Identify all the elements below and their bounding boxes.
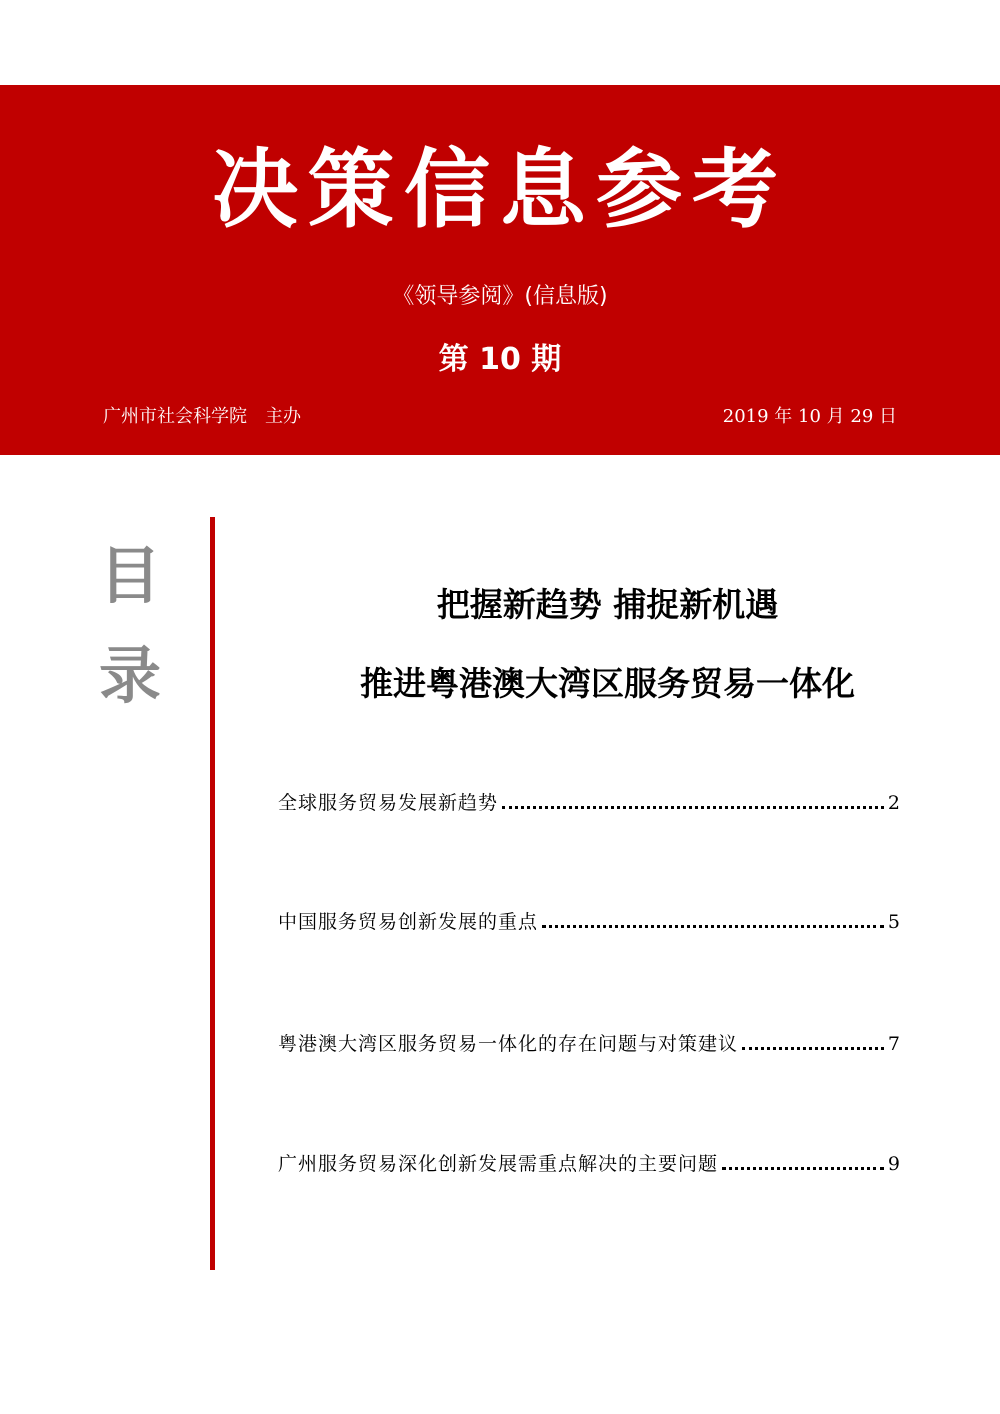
publication-title: 决策信息参考 (212, 139, 788, 240)
toc-entry-page: 5 (887, 911, 900, 933)
feature-title-line-1: 把握新趋势 捕捉新机遇 (436, 585, 779, 624)
toc-entry-text: 全球服务贸易发展新趋势 (278, 792, 499, 814)
toc-entry-page: 9 (887, 1153, 900, 1175)
toc-entry-text: 广州服务贸易深化创新发展需重点解决的主要问题 (278, 1153, 719, 1175)
sponsor-text: 广州市社会科学院 主办 (103, 406, 301, 427)
toc-leader-dots (502, 806, 884, 809)
toc-entry-text: 中国服务贸易创新发展的重点 (278, 911, 539, 933)
publication-subtitle: 《领导参阅》(信息版) (392, 284, 608, 309)
header-banner (0, 85, 1000, 455)
toc-entry-page: 2 (887, 792, 900, 814)
toc-entry[interactable] (278, 1033, 900, 1056)
toc-entry[interactable] (278, 1153, 900, 1176)
toc-entry[interactable] (278, 911, 900, 934)
toc-leader-dots (542, 925, 884, 928)
toc-leader-dots (722, 1167, 884, 1170)
divider-line (210, 517, 215, 1270)
toc-entry-text: 粤港澳大湾区服务贸易一体化的存在问题与对策建议 (278, 1033, 739, 1055)
toc-heading-char-1: 目 (98, 539, 161, 612)
toc-heading-char-2: 录 (98, 639, 161, 712)
feature-title-line-2: 推进粤港澳大湾区服务贸易一体化 (360, 664, 855, 703)
toc-entry-page: 7 (887, 1033, 900, 1055)
toc-entry[interactable] (278, 792, 900, 815)
toc-leader-dots (742, 1047, 884, 1050)
issue-number: 第 10 期 (438, 342, 562, 377)
publication-date: 2019 年 10 月 29 日 (722, 406, 897, 427)
